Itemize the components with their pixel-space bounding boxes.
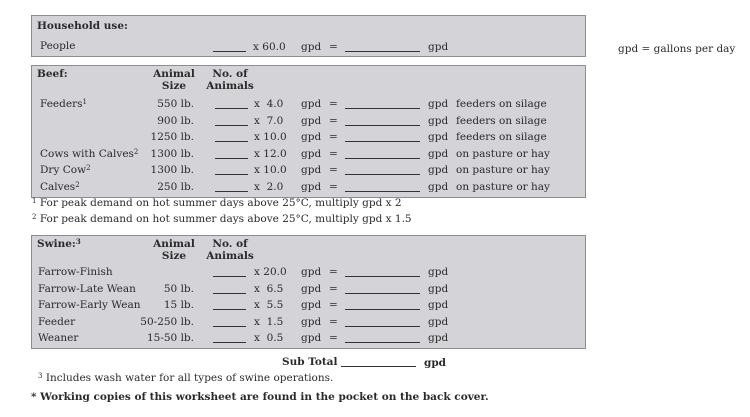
subtotal-input[interactable] <box>341 366 416 367</box>
beef-row-label: Feeders$^1$ <box>40 98 87 110</box>
swine-row-label: Farrow-Finish <box>38 266 113 278</box>
swine-row-unit: gpd <box>301 332 322 344</box>
beef-row-equals: = <box>329 98 338 110</box>
beef-row-rate: x 4.0 <box>254 98 284 110</box>
beef-row-result-unit: gpd <box>428 115 449 127</box>
swine-row-result-input[interactable] <box>345 326 420 327</box>
swine-row-rate: x 6.5 <box>254 283 284 295</box>
swine-col-size-1: Animal <box>153 238 195 250</box>
subtotal-unit: gpd <box>424 357 447 369</box>
beef-row-rate: x 12.0 <box>254 148 287 160</box>
swine-row-rate: x 1.5 <box>254 316 284 328</box>
beef-col-animals-2: Animals <box>206 80 254 92</box>
beef-row-unit: gpd <box>301 148 322 160</box>
swine-row-size: 15 lb. <box>163 299 194 311</box>
beef-row-note: feeders on silage <box>456 131 547 143</box>
beef-row-result-unit: gpd <box>428 181 449 193</box>
beef-row-size: 550 lb. <box>157 98 194 110</box>
beef-row-rate: x 10.0 <box>254 131 287 143</box>
beef-row-result-unit: gpd <box>428 148 449 160</box>
beef-col-animals-1: No. of <box>212 68 248 80</box>
swine-row-animals-input[interactable] <box>213 309 246 310</box>
beef-row-animals-input[interactable] <box>215 174 248 175</box>
swine-row-animals-input[interactable] <box>213 326 246 327</box>
household-equals: = <box>329 41 338 53</box>
beef-row-unit: gpd <box>301 181 322 193</box>
beef-row-size: 1300 lb. <box>150 148 194 160</box>
beef-row-animals-input[interactable] <box>215 125 248 126</box>
beef-row-result-input[interactable] <box>345 141 420 142</box>
swine-row-result-unit: gpd <box>428 283 449 295</box>
swine-row-equals: = <box>329 266 338 278</box>
beef-row-size: 1250 lb. <box>150 131 194 143</box>
beef-row-unit: gpd <box>301 131 322 143</box>
beef-row-equals: = <box>329 181 338 193</box>
beef-row-note: on pasture or hay <box>456 148 550 160</box>
swine-row-animals-input[interactable] <box>213 342 246 343</box>
beef-row-result-unit: gpd <box>428 98 449 110</box>
swine-row-animals-input[interactable] <box>213 293 246 294</box>
beef-row-label: Cows with Calves$^2$ <box>40 148 139 160</box>
beef-footnote-1: $^1$ For peak demand on hot summer days above 25°C, multiply gpd x 2 <box>32 197 402 209</box>
subtotal-label: Sub Total <box>282 356 338 368</box>
household-rate: x 60.0 <box>253 41 286 53</box>
household-result-unit: gpd <box>428 41 449 53</box>
swine-title: Swine:$^3$ <box>37 237 81 250</box>
swine-row-unit: gpd <box>301 316 322 328</box>
beef-row-note: on pasture or hay <box>456 164 550 176</box>
beef-row-rate: x 10.0 <box>254 164 287 176</box>
swine-row-result-unit: gpd <box>428 299 449 311</box>
household-title: Household use: <box>37 20 128 32</box>
swine-row-rate: x 20.0 <box>254 266 287 278</box>
beef-row-animals-input[interactable] <box>215 191 248 192</box>
beef-row-result-input[interactable] <box>345 108 420 109</box>
household-animals-input[interactable] <box>213 51 246 52</box>
swine-row-result-input[interactable] <box>345 276 420 277</box>
working-copies-note: * Working copies of this worksheet are found in the pocket on the back cover. <box>31 391 489 403</box>
swine-row-result-input[interactable] <box>345 293 420 294</box>
beef-row-equals: = <box>329 115 338 127</box>
beef-row-size: 250 lb. <box>157 181 194 193</box>
beef-row-result-input[interactable] <box>345 174 420 175</box>
swine-col-animals-2: Animals <box>206 250 254 262</box>
swine-row-result-unit: gpd <box>428 332 449 344</box>
household-result-input[interactable] <box>345 51 420 52</box>
swine-row-unit: gpd <box>301 266 322 278</box>
swine-row-animals-input[interactable] <box>213 276 246 277</box>
beef-row-label: Dry Cow$^2$ <box>40 164 91 176</box>
household-label: People <box>40 40 76 52</box>
beef-row-result-input[interactable] <box>345 191 420 192</box>
swine-row-result-input[interactable] <box>345 342 420 343</box>
beef-row-unit: gpd <box>301 115 322 127</box>
swine-row-result-unit: gpd <box>428 316 449 328</box>
swine-row-rate: x 0.5 <box>254 332 284 344</box>
swine-col-size-2: Size <box>161 250 187 262</box>
swine-col-animals-1: No. of <box>212 238 248 250</box>
beef-row-size: 900 lb. <box>157 115 194 127</box>
swine-row-result-input[interactable] <box>345 309 420 310</box>
beef-row-result-input[interactable] <box>345 125 420 126</box>
swine-row-label: Weaner <box>38 332 79 344</box>
swine-row-unit: gpd <box>301 299 322 311</box>
beef-row-equals: = <box>329 148 338 160</box>
beef-row-label: Calves$^2$ <box>40 181 80 193</box>
swine-row-equals: = <box>329 316 338 328</box>
swine-row-size: 15-50 lb. <box>146 332 194 344</box>
beef-row-note: on pasture or hay <box>456 181 550 193</box>
swine-row-result-unit: gpd <box>428 266 449 278</box>
beef-row-rate: x 7.0 <box>254 115 284 127</box>
swine-row-size: 50 lb. <box>163 283 194 295</box>
beef-row-note: feeders on silage <box>456 115 547 127</box>
swine-row-unit: gpd <box>301 283 322 295</box>
beef-col-size-1: Animal <box>153 68 195 80</box>
swine-footnote: $^3$ Includes wash water for all types of swine operations. <box>38 372 334 384</box>
swine-row-label: Feeder <box>38 316 76 328</box>
swine-row-rate: x 5.5 <box>254 299 284 311</box>
swine-row-label: Farrow-Late Wean <box>38 283 136 295</box>
beef-row-result-unit: gpd <box>428 131 449 143</box>
beef-row-unit: gpd <box>301 98 322 110</box>
swine-row-size: 50-250 lb. <box>140 316 194 328</box>
beef-footnote-2: $^2$ For peak demand on hot summer days above 25°C, multiply gpd x 1.5 <box>32 213 412 225</box>
beef-row-animals-input[interactable] <box>215 158 248 159</box>
beef-row-note: feeders on silage <box>456 98 547 110</box>
beef-title: Beef: <box>37 68 68 80</box>
household-unit: gpd <box>301 41 322 53</box>
beef-row-rate: x 2.0 <box>254 181 284 193</box>
beef-row-result-unit: gpd <box>428 164 449 176</box>
beef-row-result-input[interactable] <box>345 158 420 159</box>
beef-row-equals: = <box>329 131 338 143</box>
gpd-legend: gpd = gallons per day <box>618 43 736 55</box>
swine-row-label: Farrow-Early Wean <box>38 299 141 311</box>
beef-row-animals-input[interactable] <box>215 141 248 142</box>
beef-row-size: 1300 lb. <box>150 164 194 176</box>
swine-row-equals: = <box>329 332 338 344</box>
swine-row-equals: = <box>329 283 338 295</box>
beef-col-size-2: Size <box>161 80 187 92</box>
beef-row-equals: = <box>329 164 338 176</box>
beef-row-animals-input[interactable] <box>215 108 248 109</box>
beef-row-unit: gpd <box>301 164 322 176</box>
swine-row-equals: = <box>329 299 338 311</box>
